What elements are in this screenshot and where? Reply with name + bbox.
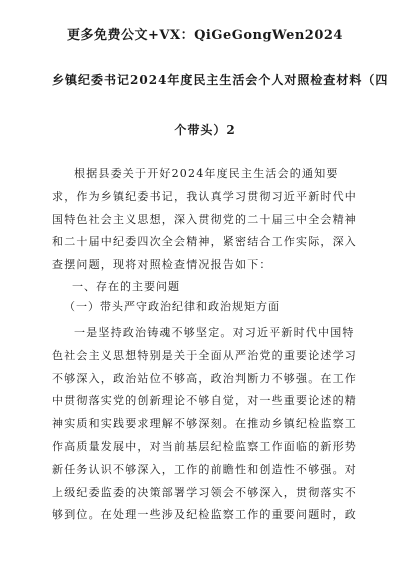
document-title-line2: 个带头）2: [174, 123, 236, 137]
document-title-line1: 乡镇纪委书记2024年度民主生活会个人对照检查材料（四: [52, 73, 389, 87]
section-heading: 一、存在的主要问题: [72, 280, 180, 293]
header-note: 更多免费公文+VX：QiGeGongWen2024: [67, 28, 343, 43]
intro-paragraph: 根据县委关于开好2024年度民主生活会的通知要求，作为乡镇纪委书记，我认真学习贯彻习近平新时代中国特色社会主义思想，深入贯彻党的二十届三中全会精神和二十届中纪委四次全会精神，紧密结合工作实际，深入查摆问题，现将对照检查情况报告如下：: [52, 167, 357, 272]
body-paragraph: 一是坚持政治铸魂不够坚定。对习近平新时代中国特色社会主义思想特别是关于全面从严治党的重要论述学习不够深入，政治站位不够高，政治判断力不够强。在工作中贯彻落实党的创新理论不够自觉，对一些重要论述的精神实质和实践要求理解不够深刻。在推动乡镇纪检监察工作高质量发展中，对当前基层纪检监察工作面临的新形势新任务认识不够深入，工作的前瞻性和创造性不够强。对上级纪委监委的决策部署学习领会不够深入，贯彻落实不够到位。在处理一些涉及纪检监察工作的重要问题时，政: [52, 326, 357, 522]
subsection-heading: （一）带头严守政治纪律和政治规矩方面: [64, 300, 280, 313]
